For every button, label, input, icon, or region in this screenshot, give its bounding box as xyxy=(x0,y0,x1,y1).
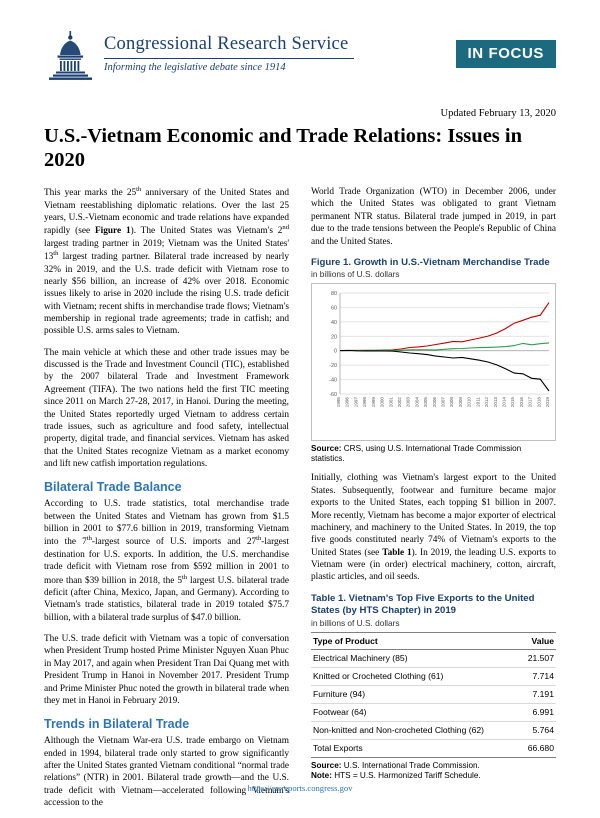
svg-text:20: 20 xyxy=(331,334,337,341)
table-row xyxy=(311,649,556,667)
figure-1-source xyxy=(311,444,556,465)
cell-product: Footwear (64) xyxy=(311,703,520,721)
svg-text:2012: 2012 xyxy=(484,396,489,408)
svg-text:2008: 2008 xyxy=(449,396,455,408)
ordinal-suffix: th xyxy=(181,573,188,581)
page-title: U.S.-Vietnam Economic and Trade Relations: Issues in 2020 xyxy=(44,125,522,171)
svg-text:2006: 2006 xyxy=(431,396,437,408)
svg-text:-60: -60 xyxy=(329,391,337,398)
crs-logo xyxy=(44,30,354,82)
svg-text:-40: -40 xyxy=(329,377,337,384)
svg-text:2013: 2013 xyxy=(492,396,498,408)
source-label: Source: xyxy=(311,443,342,453)
text-run: According to U.S. trade statistics, total merchandise trade between the United States and Vietnam has grown from $1.5 billion in 2001 to $77.6 billion in 2019, transforming Vietnam into the 7 xyxy=(44,499,289,548)
text-run: largest trading partner in 2019; Vietnam was the United States' 13 xyxy=(44,238,289,263)
table-row xyxy=(311,703,556,721)
text-run: anniversary of the United States and Vietnam reestablishing diplomatic relations. Over the last 25 years, U.S.-Vietnam economic and trade relations have expanded rapidly (see xyxy=(44,188,289,237)
paragraph-tic: The main vehicle at which these and other trade issues may be discussed is the Trade and Investment Council (TIC), established by the 2007 bilateral Trade and Investment Framework Agreement (TIFA). The two nations held the first TIC meeting since 2011 on March 27-28, 2017, in Hanoi. During the meeting, the United States reportedly urged Vietnam to address certain trade issues, such as agriculture and food safety, intellectual property, digital trade, and financial services. Vietnam has asked that the United States recognize Vietnam as a market economy and lift new catfish importation regulations. xyxy=(44,347,289,469)
paragraph-exports xyxy=(311,472,556,583)
table-row xyxy=(311,685,556,703)
svg-text:1998: 1998 xyxy=(362,396,368,408)
text-run: -largest source of U.S. imports and 27 xyxy=(91,537,257,548)
svg-text:2018: 2018 xyxy=(536,396,542,408)
cell-value: 21.507 xyxy=(520,649,556,667)
svg-text:2010: 2010 xyxy=(466,396,472,408)
document-page xyxy=(0,30,600,807)
cell-product: Non-knitted and Non-crocheted Clothing (62) xyxy=(311,721,520,739)
svg-text:2019: 2019 xyxy=(545,396,550,408)
note-text: HTS = U.S. Harmonized Tariff Schedule. xyxy=(334,770,481,780)
source-label: Source: xyxy=(311,760,342,770)
page-header xyxy=(44,30,556,92)
paragraph-deficit-diplomacy: The U.S. trade deficit with Vietnam was a topic of conversation when President Trump hosted Prime Minister Nguyen Xuan Phuc in May 2017, and again when President Tran Dai Quang met with President Trump in Hanoi in November 2017. President Trump and Prime Minister Phuc noted the growth in bilateral trade when they met in Hanoi in February 2019. xyxy=(44,634,289,706)
ordinal-suffix: th xyxy=(136,186,142,194)
svg-text:1995: 1995 xyxy=(336,396,341,408)
svg-text:80: 80 xyxy=(331,290,337,297)
crs-tagline: Informing the legislative debate since 1914 xyxy=(104,62,286,73)
svg-text:2015: 2015 xyxy=(510,396,516,408)
top-exports-table xyxy=(311,632,556,758)
trade-line-chart xyxy=(314,288,553,438)
cell-value: 5.764 xyxy=(520,721,556,739)
table-header-row xyxy=(311,632,556,649)
svg-text:2014: 2014 xyxy=(501,396,507,408)
heading-bilateral-trade-balance: Bilateral Trade Balance xyxy=(44,480,182,495)
svg-text:2011: 2011 xyxy=(475,396,481,407)
svg-text:-20: -20 xyxy=(329,363,337,370)
figure-reference: Figure 1 xyxy=(94,226,131,237)
svg-text:2017: 2017 xyxy=(527,396,533,408)
text-run: ). In 2019, the leading U.S. exports to Vietnam were (in order) electrical machinery, cotton, aircraft, plastic articles, and oil seeds. xyxy=(311,547,556,583)
left-column xyxy=(44,186,289,818)
figure-1-container xyxy=(311,283,556,441)
cell-product: Electrical Machinery (85) xyxy=(311,649,520,667)
cell-value: 6.991 xyxy=(520,703,556,721)
right-column xyxy=(311,186,556,818)
svg-text:2004: 2004 xyxy=(414,396,420,408)
text-run: largest trading partner. Bilateral trade increased by nearly 32% in 2019, and the U.S. trade deficit with Vietnam rose to nearly $56 billion, an increase of 42% over 2018. Economic issues likely to arise in 2020 include the rising U.S. trade deficit with Vietnam; recent shifts in merchandise trade flows; Vietnam's membership in regional trade agreements; trade in catfish; and possible U.S. arms sales to Vietnam. xyxy=(44,252,289,337)
text-run: ). The United States was Vietnam's 2 xyxy=(130,226,283,237)
table-row xyxy=(311,667,556,685)
text-run: -largest destination for U.S. exports. In addition, the U.S. merchandise trade deficit with Vietnam rose from $592 million in 2001 to more than $39 billion in 2018, the 5 xyxy=(44,537,289,586)
cell-product: Knitted or Crocheted Clothing (61) xyxy=(311,667,520,685)
ordinal-suffix: nd xyxy=(282,224,290,232)
text-run: largest U.S. bilateral trade deficit (after China, Mexico, Japan, and Germany). According to Vietnam's trade statistics, bilateral trade in 2019 totaled $75.7 billion, with a bilateral trade surplus of $47.0 billion. xyxy=(44,575,289,623)
table-row xyxy=(311,721,556,739)
table-1-subtitle: in billions of U.S. dollars xyxy=(311,617,400,628)
svg-text:2005: 2005 xyxy=(423,396,429,408)
cell-product: Total Exports xyxy=(311,739,520,757)
updated-date: Updated February 13, 2020 xyxy=(440,108,556,119)
svg-text:2002: 2002 xyxy=(397,396,402,408)
crs-wordmark xyxy=(104,30,354,73)
source-text: CRS, using U.S. International Trade Commission statistics. xyxy=(311,443,522,464)
ordinal-suffix: th xyxy=(256,535,262,543)
figure-1-title: Figure 1. Growth in U.S.-Vietnam Merchandise Trade xyxy=(311,256,550,268)
capitol-dome-icon xyxy=(44,30,98,82)
paragraph-intro xyxy=(44,186,289,338)
cell-value: 7.191 xyxy=(520,685,556,703)
cell-value: 66.680 xyxy=(520,739,556,757)
crs-divider xyxy=(104,58,354,59)
figure-1-subtitle: in billions of U.S. dollars xyxy=(311,268,400,279)
svg-text:60: 60 xyxy=(331,305,337,312)
svg-text:2007: 2007 xyxy=(440,396,446,408)
table-1-title: Table 1. Vietnam's Top Five Exports to the United States (by HTS Chapter) in 2019 xyxy=(311,592,535,616)
svg-text:1999: 1999 xyxy=(370,396,376,408)
paragraph-trade-stats xyxy=(44,498,289,624)
cell-value: 7.714 xyxy=(520,667,556,685)
crs-title: Congressional Research Service xyxy=(104,34,349,54)
svg-text:0: 0 xyxy=(334,348,337,355)
ordinal-suffix: th xyxy=(86,535,92,543)
svg-text:40: 40 xyxy=(331,319,337,326)
content-columns xyxy=(44,186,556,818)
paragraph-wto: World Trade Organization (WTO) in December 2006, under which the United States was obligated to grant Vietnam permanent NTR status. Bilateral trade jumped in 2019, in part due to the trade tensions between the People's Republic of China and the United States. xyxy=(311,187,556,247)
table-1-source xyxy=(311,761,556,782)
table-row xyxy=(311,739,556,757)
cell-product: Furniture (94) xyxy=(311,685,520,703)
svg-text:2016: 2016 xyxy=(518,396,524,408)
note-label: Note: xyxy=(311,770,332,780)
svg-text:1997: 1997 xyxy=(353,396,359,408)
table-reference: Table 1 xyxy=(382,547,412,558)
svg-text:2009: 2009 xyxy=(457,396,463,408)
column-header-product: Type of Product xyxy=(311,632,520,649)
text-run: Initially, clothing was Vietnam's largest export to the United States. Subsequently, footwear and furniture became major exports to the United States, each topping $1 billion in 2007. More recently, Vietnam has become a major exporter of electrical machinery, and machinery to the United States. In 2019, the top five goods constituted nearly 74% of Vietnam's exports to the United States (see xyxy=(311,473,556,558)
svg-text:2003: 2003 xyxy=(405,396,411,408)
table-body xyxy=(311,649,556,757)
ordinal-suffix: th xyxy=(53,250,59,258)
svg-text:2000: 2000 xyxy=(379,396,385,408)
svg-text:2001: 2001 xyxy=(388,396,394,408)
footer-url: https://crsreports.congress.gov xyxy=(247,783,353,793)
column-header-value: Value xyxy=(520,632,556,649)
heading-trends-in-bilateral-trade: Trends in Bilateral Trade xyxy=(44,717,190,732)
text-run: This year marks the 25 xyxy=(44,188,137,199)
paragraph-trends: Although the Vietnam War-era U.S. trade embargo on Vietnam ended in 1994, bilateral trade only started to grow significantly after the United States granted Vietnam conditional “normal trade relations” (NTR) in 2001. Bilateral trade growth—and the U.S. trade deficit with Vietnam—accelerated following Vietnam's accession to the xyxy=(44,736,289,809)
in-focus-badge: IN FOCUS xyxy=(456,40,556,68)
source-text: U.S. International Trade Commission. xyxy=(343,760,480,770)
svg-text:1996: 1996 xyxy=(344,396,350,408)
